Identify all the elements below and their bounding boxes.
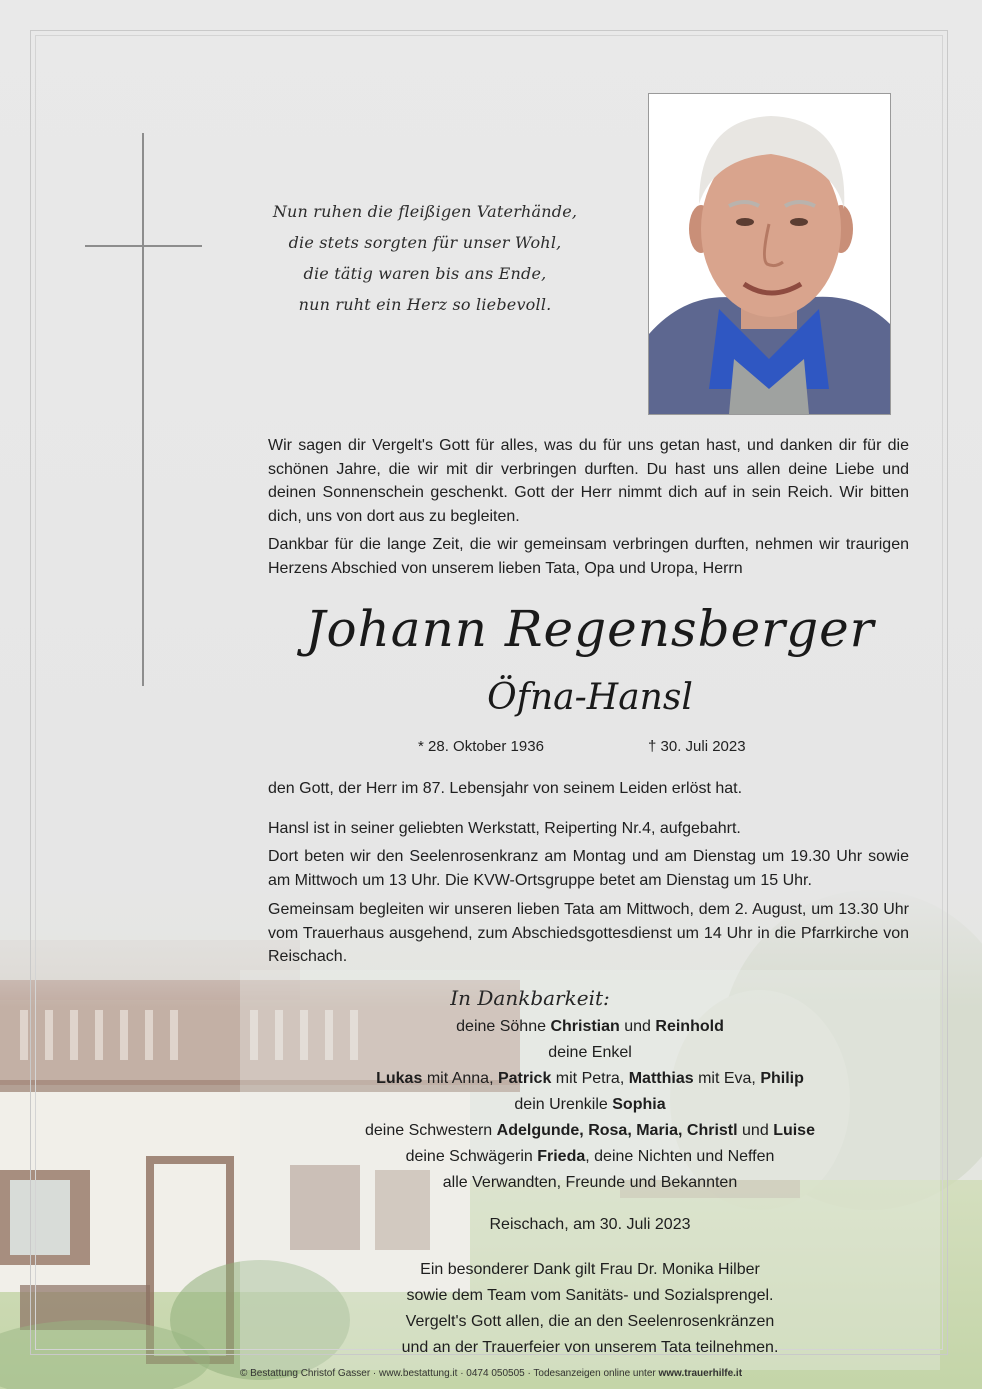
special-thanks-line: Ein besonderer Dank gilt Frau Dr. Monika Hilber — [420, 1261, 760, 1278]
footer — [0, 1367, 982, 1381]
mourner-name: Reinhold — [655, 1018, 724, 1035]
label: deine Schwestern — [365, 1122, 493, 1139]
mourner-name: Lukas — [376, 1070, 423, 1087]
mourners-sisters — [250, 1118, 930, 1144]
label: und — [624, 1018, 651, 1035]
special-thanks — [250, 1257, 930, 1361]
special-thanks-line: und an der Trauerfeier von unserem Tata teilnehmen. — [401, 1339, 779, 1356]
special-thanks-line: Vergelt's Gott allen, die an den Seelenrosenkränzen — [405, 1313, 775, 1330]
footer-text: © Bestattung Christof Gasser · www.bestattung.it · 0474 050505 · Todesanzeigen online unter — [239, 1368, 656, 1379]
intro-paragraph-2: Dankbar für die lange Zeit, die wir gemeinsam verbringen durften, nehmen wir traurigen Herzens Abschied von unserem lieben Tata, Opa und Uropa, Herrn — [268, 536, 909, 577]
place-date: Reischach, am 30. Juli 2023 — [489, 1216, 691, 1233]
poem-line: die stets sorgten für unser Wohl, — [288, 233, 562, 252]
mourner-name: Adelgunde, Rosa, Maria, Christl — [496, 1122, 738, 1139]
mourners-grandchildren — [250, 1066, 930, 1092]
poem-line: nun ruht ein Herz so liebevoll. — [298, 295, 552, 314]
mourner-name: Patrick — [497, 1070, 552, 1087]
label: mit Anna, — [426, 1070, 494, 1087]
mourners-sons — [250, 1014, 930, 1040]
label: , deine Nichten und Neffen — [585, 1148, 775, 1165]
mourners-title: In Dankbarkeit: — [450, 986, 610, 1010]
birth-date: * 28. Oktober 1936 — [418, 738, 544, 755]
mourners-great-grandchild — [250, 1092, 930, 1118]
mourner-name: Christian — [550, 1018, 620, 1035]
label: deine Schwägerin — [405, 1148, 533, 1165]
label: dein Urenkile — [514, 1096, 608, 1113]
label: und — [742, 1122, 769, 1139]
death-date: † 30. Juli 2023 — [648, 738, 746, 755]
mourners-sister-in-law — [250, 1144, 930, 1170]
poem-line: die tätig waren bis ans Ende, — [303, 264, 547, 283]
details-line-1: den Gott, der Herr im 87. Lebensjahr von seinem Leiden erlöst hat. — [268, 780, 743, 797]
poem-line: Nun ruhen die fleißigen Vaterhände, — [272, 202, 578, 221]
memorial-poem — [250, 196, 600, 320]
mourner-name: Luise — [773, 1122, 815, 1139]
cross-horizontal — [85, 245, 202, 247]
label: mit Eva, — [698, 1070, 756, 1087]
footer-link[interactable]: www.trauerhilfe.it — [658, 1368, 743, 1379]
intro-paragraph-1: Wir sagen dir Vergelt's Gott für alles, was du für uns getan hast, und danken dir für die schönen Jahre, die wir mit dir verbringen durften. Du hast uns allen deine Liebe und deinen Sonnenschein geschenkt. Gott der Herr nimmt dich auf in sein Reich. Wir bitten dich, uns von dort aus zu begleiten. — [268, 437, 909, 525]
label: deine Söhne — [456, 1018, 546, 1035]
special-thanks-line: sowie dem Team vom Sanitäts- und Sozialsprengel. — [406, 1287, 774, 1304]
details-line-3: Dort beten wir den Seelenrosenkranz am Montag und am Dienstag um 19.30 Uhr sowie am Mittwoch um 13 Uhr. Die KVW-Ortsgruppe betet am Dienstag um 15 Uhr. — [268, 848, 909, 889]
mourner-name: Frieda — [537, 1148, 586, 1165]
mourner-name: Matthias — [628, 1070, 694, 1087]
mourners-others: alle Verwandten, Freunde und Bekannten — [442, 1174, 738, 1191]
deceased-name: Johann Regensberger — [305, 600, 875, 658]
mourner-name: Sophia — [612, 1096, 666, 1113]
deceased-nickname: Öfna-Hansl — [487, 677, 693, 718]
mourner-name: Philip — [760, 1070, 804, 1087]
cross-vertical — [142, 133, 144, 686]
mourners-list — [250, 1014, 930, 1196]
mourners-grandchildren-label: deine Enkel — [548, 1044, 632, 1061]
details-line-2: Hansl ist in seiner geliebten Werkstatt, Reiperting Nr.4, aufgebahrt. — [268, 820, 741, 837]
label: mit Petra, — [555, 1070, 625, 1087]
portrait-photo — [648, 93, 891, 415]
details-line-4: Gemeinsam begleiten wir unseren lieben Tata am Mittwoch, dem 2. August, um 13.30 Uhr vom Trauerhaus ausgehend, zum Abschiedsgottesdienst um 14 Uhr in die Pfarrkirche von Reischach. — [268, 901, 909, 965]
